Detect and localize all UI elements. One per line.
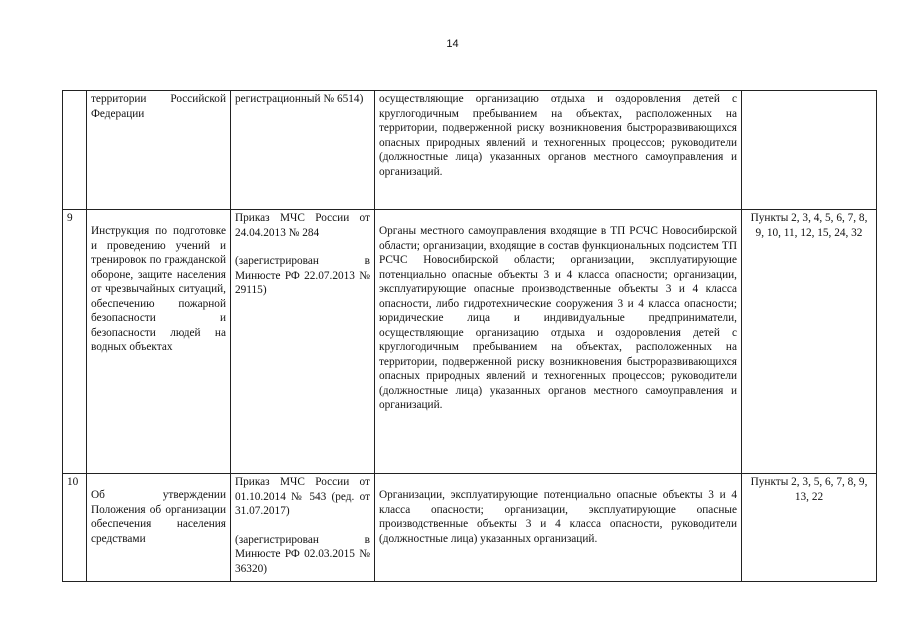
subjects-cell bbox=[375, 474, 742, 582]
registration-text: (зарегистрирован в Минюсте РФ 22.07.2013 № 29115) bbox=[235, 255, 370, 296]
document-reference-cell bbox=[231, 474, 375, 582]
subjects-text: Организации, эксплуатирующие потенциально опасные объекты 3 и 4 класса опасности; организации, эксплуатирующие опасные производственные объекты 3 и 4 класса опасности, руководители (должностные лица) указанных организаций. bbox=[379, 489, 737, 545]
document-name-text: Об утверждении Положения об организации обеспечения населения средствами bbox=[91, 489, 226, 545]
table-row bbox=[63, 91, 877, 210]
row-number-cell bbox=[63, 91, 87, 210]
document-name-text: Инструкция по подготовке и проведению учений и тренировок по гражданской обороне, защите населения от чрезвычайных ситуаций, обеспечению пожарной безопасности и безопасности людей на водных объектах bbox=[91, 225, 226, 353]
document-reference-cell bbox=[231, 91, 375, 210]
items-cell bbox=[742, 91, 877, 210]
table-row bbox=[63, 210, 877, 474]
table-row bbox=[63, 474, 877, 582]
document-name-cell bbox=[87, 210, 231, 474]
document-reference-text: Приказ МЧС России от 01.10.2014 № 543 (ред. от 31.07.2017) bbox=[235, 476, 370, 517]
document-reference-text: регистрационный № 6514) bbox=[235, 93, 364, 105]
document-table bbox=[62, 90, 877, 582]
document-reference-cell bbox=[231, 210, 375, 474]
subjects-text: Органы местного самоуправления входящие в ТП РСЧС Новосибирской области; организации, входящие в состав функциональных подсистем ТП РСЧС Новосибирской области; организации, эксплуатирующие потенциально опасные объекты 3 и 4 класса опасности; организации, эксплуатирующие опасные производственные объекты 3 и 4 класса опасности, либо гидротехнические сооружения 3 и 4 класса опасности; юридические лица и индивидуальные предприниматели, осуществляющие организацию отдыха и оздоровления детей с круглогодичным пребыванием на объектах, расположенных на территории, подверженной риску возникновения быстроразвивающихся опасных природных явлений и техногенных процессов; руководители (должностные лица) указанных органов местного самоуправления и организаций. bbox=[379, 225, 737, 411]
items-cell: Пункты 2, 3, 5, 6, 7, 8, 9, 13, 22 bbox=[742, 474, 877, 582]
registration-text: (зарегистрирован в Минюсте РФ 02.03.2015 № 36320) bbox=[235, 533, 370, 575]
subjects-text: осуществляющие организацию отдыха и оздоровления детей с круглогодичным пребыванием на объектах, расположенных на территории, подверженной риску возникновения быстроразвивающихся опасных природных явлений и техногенных процессов; руководители (должностные лица) указанных органов местного самоуправления и организаций. bbox=[379, 93, 737, 178]
document-name-cell bbox=[87, 474, 231, 582]
subjects-cell bbox=[375, 91, 742, 210]
row-number-cell: 9 bbox=[63, 210, 87, 474]
items-cell: Пункты 2, 3, 4, 5, 6, 7, 8, 9, 10, 11, 12, 15, 24, 32 bbox=[742, 210, 877, 474]
page-number: 14 bbox=[446, 38, 459, 50]
row-number-cell: 10 bbox=[63, 474, 87, 582]
document-reference-text: Приказ МЧС России от 24.04.2013 № 284 bbox=[235, 212, 370, 239]
subjects-cell bbox=[375, 210, 742, 474]
document-name-cell: территории Российской Федерации bbox=[87, 91, 231, 210]
